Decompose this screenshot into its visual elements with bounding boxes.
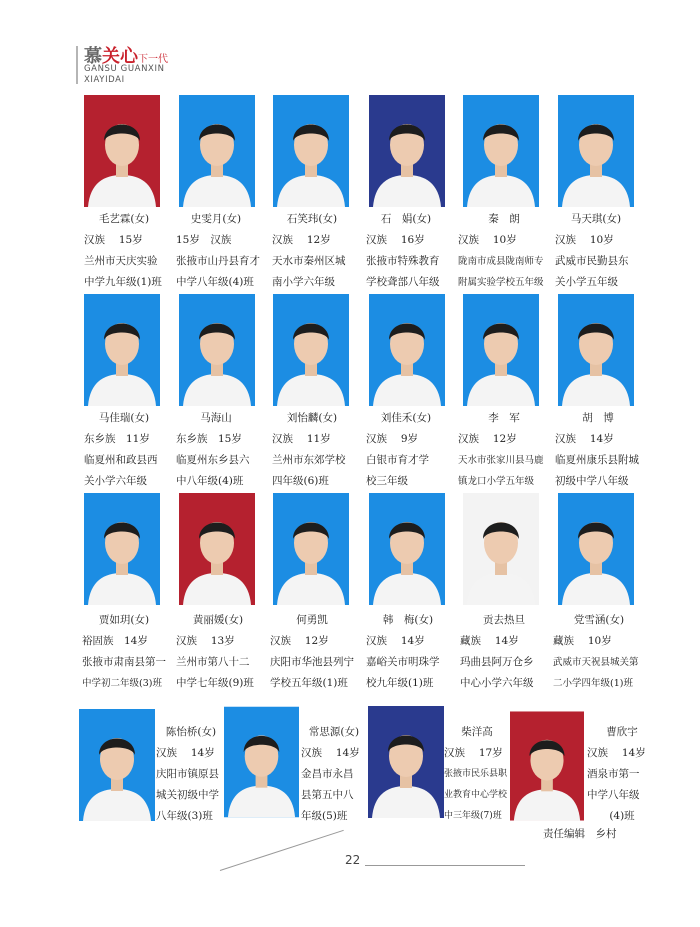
portrait-photo	[179, 294, 255, 406]
person-name: 秦 朗	[488, 213, 520, 225]
portrait-icon	[558, 294, 634, 406]
person-school: 张掖市山丹县育才	[176, 255, 260, 267]
portrait-photo	[224, 706, 299, 818]
portrait-icon	[224, 706, 299, 818]
portrait-icon	[558, 493, 634, 605]
person-school: 庆阳市镇原县	[156, 768, 219, 780]
logo-subtitle-line2: XIAYIDAI	[84, 75, 125, 85]
person-name: 党雪涵(女)	[573, 614, 625, 626]
person-ethnicity-age: 汉族 14岁	[587, 747, 646, 759]
person-school: 嘉峪关市明珠学	[366, 656, 440, 668]
portrait-icon	[179, 294, 255, 406]
portrait-photo	[369, 294, 445, 406]
person-grade: 中学八年级	[587, 789, 640, 801]
person-class: 中三年级(7)班	[444, 811, 502, 821]
portrait-photo	[179, 95, 255, 207]
person-school: 金昌市永昌	[301, 768, 354, 780]
logo-title-prefix: 慕	[84, 46, 102, 67]
portrait-photo	[463, 294, 539, 406]
logo-divider	[76, 46, 78, 84]
person-name: 毛艺霖(女)	[98, 213, 150, 225]
person-ethnicity-age: 汉族 10岁	[555, 234, 614, 246]
logo-title-suffix: 下一代	[138, 54, 168, 65]
person-school: 兰州市东郊学校	[272, 454, 346, 466]
person-name: 柴洋高	[461, 726, 493, 738]
person-school: 临夏州东乡县六	[176, 454, 250, 466]
person-ethnicity-age: 汉族 15岁	[84, 234, 143, 246]
portrait-icon	[463, 95, 539, 207]
person-school: 天水市张家川县马鹿	[458, 455, 544, 466]
person-grade: 中八年级(4)班	[176, 475, 244, 487]
person-name: 马海山	[200, 412, 232, 424]
page-number: 22	[345, 853, 361, 867]
person-name: 刘怡麟(女)	[286, 412, 338, 424]
person-grade: 学校聋部八年级	[366, 276, 440, 288]
portrait-photo	[369, 95, 445, 207]
portrait-photo	[368, 706, 444, 818]
person-ethnicity-age: 东乡族 15岁	[176, 433, 242, 445]
person-ethnicity-age: 裕固族 14岁	[82, 635, 148, 647]
person-name: 韩 梅(女)	[382, 614, 434, 626]
person-name: 马佳瑞(女)	[98, 412, 150, 424]
portrait-photo	[558, 95, 634, 207]
portrait-icon	[369, 95, 445, 207]
person-ethnicity-age: 东乡族 11岁	[84, 433, 150, 445]
person-name: 李 军	[488, 412, 520, 424]
portrait-photo	[369, 493, 445, 605]
person-grade: 附属实验学校五年级	[458, 277, 544, 288]
person-grade: 中心小学六年级	[460, 677, 534, 689]
portrait-icon	[463, 294, 539, 406]
portrait-photo	[273, 95, 349, 207]
portrait-icon	[558, 95, 634, 207]
person-name: 常思源(女)	[308, 726, 360, 738]
person-ethnicity-age: 汉族 14岁	[301, 747, 360, 759]
portrait-photo	[558, 294, 634, 406]
person-school: 庆阳市华池县列宁	[270, 656, 354, 668]
portrait-icon	[369, 493, 445, 605]
person-name: 史雯月(女)	[190, 213, 242, 225]
person-ethnicity-age: 汉族 9岁	[366, 433, 419, 445]
person-grade: 关小学六年级	[84, 475, 147, 487]
person-school: 白银市育才学	[366, 454, 429, 466]
editor-credit: 责任编辑 乡村	[543, 828, 617, 840]
person-name: 刘佳禾(女)	[380, 412, 432, 424]
person-grade: 镇龙口小学五年级	[458, 476, 535, 487]
person-school: 陇南市成县陇南师专	[458, 256, 544, 267]
portrait-photo	[558, 493, 634, 605]
portrait-icon	[368, 706, 444, 818]
person-grade: 四年级(6)班	[272, 475, 329, 487]
person-name: 黄丽媛(女)	[192, 614, 244, 626]
person-ethnicity-age: 藏族 14岁	[460, 635, 519, 647]
person-grade: 校三年级	[366, 475, 408, 487]
person-school: 兰州市天庆实验	[84, 255, 158, 267]
person-ethnicity-age: 汉族 13岁	[176, 635, 235, 647]
portrait-photo	[463, 493, 539, 605]
person-ethnicity-age: 汉族 14岁	[366, 635, 425, 647]
person-ethnicity-age: 汉族 12岁	[270, 635, 329, 647]
person-name: 石 娟(女)	[380, 213, 432, 225]
portrait-icon	[84, 294, 160, 406]
portrait-photo	[510, 710, 584, 822]
person-ethnicity-age: 汉族 12岁	[272, 234, 331, 246]
person-ethnicity-age: 汉族 11岁	[272, 433, 331, 445]
person-grade: 业教育中心学校	[444, 790, 508, 800]
person-grade: 中学七年级(9)班	[176, 677, 254, 689]
person-school: 玛曲县阿万仓乡	[460, 656, 534, 668]
person-name: 马天琪(女)	[570, 213, 622, 225]
person-school: 临夏州康乐县附城	[555, 454, 639, 466]
person-grade: 校九年级(1)班	[366, 677, 434, 689]
person-name: 石笑玮(女)	[286, 213, 338, 225]
portrait-icon	[273, 493, 349, 605]
person-name: 贡去热旦	[483, 614, 525, 626]
person-school: 武威市民勤县东	[555, 255, 629, 267]
person-school: 酒泉市第一	[587, 768, 640, 780]
person-grade: 中学初二年级(3)班	[82, 678, 162, 689]
person-school: 天水市秦州区城	[272, 255, 346, 267]
person-school: 兰州市第八十二	[176, 656, 250, 668]
portrait-icon	[273, 95, 349, 207]
person-grade: 关小学五年级	[555, 276, 618, 288]
person-grade: 中学九年级(1)班	[84, 276, 162, 288]
magazine-logo	[76, 42, 186, 92]
person-ethnicity-age: 汉族 14岁	[555, 433, 614, 445]
person-class: 八年级(3)班	[156, 810, 213, 822]
person-grade: 城关初级中学	[156, 789, 219, 801]
portrait-photo	[84, 294, 160, 406]
portrait-icon	[510, 710, 584, 822]
person-name: 陈怡桥(女)	[165, 726, 217, 738]
portrait-photo	[79, 709, 155, 821]
person-school: 张掖市民乐县职	[444, 769, 508, 779]
person-grade: 中学八年级(4)班	[176, 276, 254, 288]
portrait-icon	[179, 95, 255, 207]
person-school: 武威市天祝县城关第	[553, 657, 639, 668]
person-ethnicity-age: 15岁 汉族	[176, 234, 232, 246]
person-school: 张掖市特殊教育	[366, 255, 440, 267]
person-name: 贾如玥(女)	[98, 614, 150, 626]
portrait-icon	[84, 95, 160, 207]
person-name: 曹欣宇	[606, 726, 638, 738]
footer-decorative-line	[220, 830, 344, 871]
portrait-icon	[79, 709, 155, 821]
portrait-icon	[273, 294, 349, 406]
person-name: 胡 博	[582, 412, 614, 424]
portrait-icon	[463, 493, 539, 605]
person-ethnicity-age: 汉族 14岁	[156, 747, 215, 759]
logo-title-main: 关心	[102, 46, 138, 67]
person-ethnicity-age: 汉族 10岁	[458, 234, 517, 246]
person-grade: 二小学四年级(1)班	[553, 678, 633, 689]
person-grade: 县第五中八	[301, 789, 354, 801]
logo-subtitle-line1: GANSU GUANXIN	[84, 64, 165, 74]
person-school: 张掖市肃南县第一	[82, 656, 166, 668]
person-ethnicity-age: 藏族 10岁	[553, 635, 612, 647]
portrait-icon	[84, 493, 160, 605]
portrait-icon	[179, 493, 255, 605]
person-name: 何勇凯	[296, 614, 328, 626]
portrait-photo	[273, 493, 349, 605]
footer-rule	[365, 865, 525, 866]
person-ethnicity-age: 汉族 12岁	[458, 433, 517, 445]
portrait-photo	[84, 95, 160, 207]
person-grade: 南小学六年级	[272, 276, 335, 288]
person-ethnicity-age: 汉族 16岁	[366, 234, 425, 246]
portrait-photo	[84, 493, 160, 605]
person-ethnicity-age: 汉族 17岁	[444, 747, 503, 759]
portrait-photo	[463, 95, 539, 207]
person-grade: 初级中学八年级	[555, 475, 629, 487]
person-school: 临夏州和政县西	[84, 454, 158, 466]
portrait-photo	[273, 294, 349, 406]
person-class: (4)班	[609, 810, 635, 822]
portrait-icon	[369, 294, 445, 406]
person-grade: 学校五年级(1)班	[270, 677, 348, 689]
person-class: 年级(5)班	[301, 810, 348, 822]
portrait-photo	[179, 493, 255, 605]
